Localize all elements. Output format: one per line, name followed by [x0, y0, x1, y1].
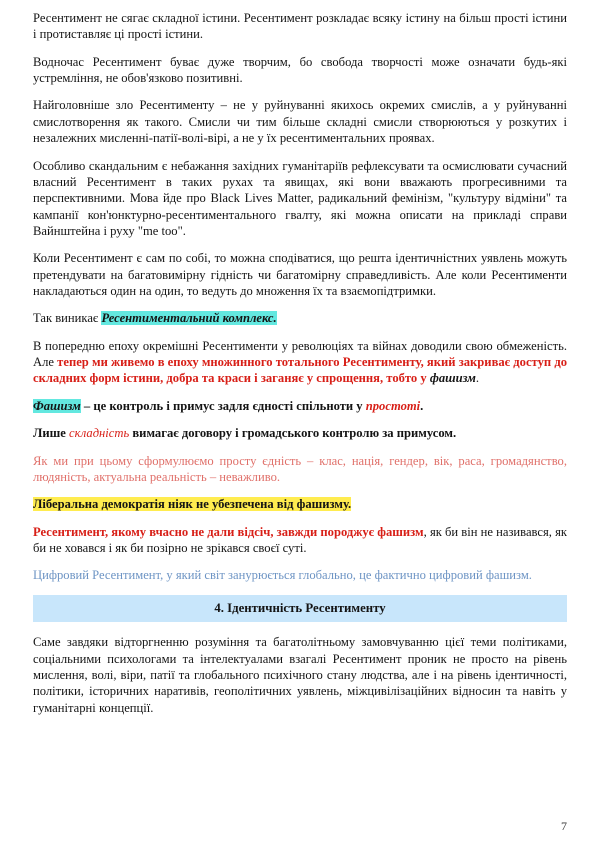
paragraph-2: Водночас Ресентимент буває дуже творчим, бо свобода творчості може означати будь-які устремління, не обов'язково позитивні. — [33, 54, 567, 86]
paragraph-5: Коли Ресентимент є сам по собі, то можна сподіватися, що решта ідентичністних уявлень можуть претендувати на багатовимірну гідність чи багатомірну справедливість. Але коли Ресентименти накладаються один на один, то ведуть до множення їх та взаємопідтримки. — [33, 251, 567, 299]
paragraph-7-lead: В попередню епоху окремішні Ресентименти у революціях та війнах доводили свою обмеженість. Але — [33, 338, 567, 370]
paragraph-9-complexity-term: складність — [69, 426, 130, 441]
paragraph-7-tail: . — [475, 371, 480, 386]
paragraph-4: Особливо скандальним є небажання західних гуманітаріїв рефлексувати та осмислювати сучасний власний Ресентимент в таких рухах та явищах, які вони вважають прогресивними та перспективними. Мова йде про Black Lives Matter, радикальний фемінізм, "культуру відміни" та кампанії кон'юнктурно-ресентиментального гвалту, які можна описати на прикладі справи Вайнштейна і руху "me too". — [33, 158, 567, 238]
section-heading-identity-of-resentment: 4. Ідентичність Ресентименту — [33, 595, 567, 623]
paragraph-7-fascism-term: фашизм — [429, 371, 476, 386]
paragraph-13-digital-resentment: Цифровий Ресентимент, у який світ занурюється глобально, це фактично цифровий фашизм. — [33, 568, 532, 583]
paragraph-6-lead: Так виникає — [33, 311, 102, 326]
highlighted-term-resentment-complex: Ресентиментальний комплекс. — [101, 311, 277, 326]
paragraph-6-resentment-complex — [33, 310, 567, 326]
paragraph-10-simple-unity: Як ми при цьому сформулюємо просту єдність – клас, нація, гендер, вік, раса, громадянство, людяність, актуальна реальність – неважливо. — [33, 453, 567, 484]
paragraph-1: Ресентимент не сягає складної істини. Ресентимент розкладає всяку істину на більш прості істини і протиставляє ці прості істини. — [33, 11, 567, 42]
paragraph-3: Найголовніше зло Ресентименту – не у руйнуванні якихось окремих смислів, а у руйнуванні смислотворення як такого. Смисли чи тим більше складні смисли створюються у розкутих і незалежних мисленні-патії-волі-вірі, а не у їх ресентиментальних проявах. — [33, 98, 567, 146]
highlighted-statement-liberal-democracy: Ліберальна демократія ніяк не убезпечена від фашизму. — [33, 497, 352, 512]
paragraph-7-total-resentment — [33, 338, 567, 387]
paragraph-9-tail: вимагає договору і громадського контролю за примусом. — [129, 426, 457, 441]
paragraph-12-resentment-breeds-fascism — [33, 524, 567, 557]
paragraph-8-fascism-definition — [33, 398, 567, 414]
paragraph-9-complexity — [33, 425, 567, 441]
page-number: 7 — [561, 819, 567, 833]
paragraph-12-tail: , як би він не називався, як би не ховався і як би позірно не зрікався своєї суті. — [33, 524, 568, 555]
paragraph-7-red-emphasis: тепер ми живемо в епоху множинного тотального Ресентименту, який закриває доступ до складних форм істини, добра та краси і заганяє у спрощення, тобто у — [33, 355, 567, 386]
highlighted-term-fascism: Фашизм — [33, 398, 81, 413]
paragraph-9-lead: Лише — [33, 426, 70, 441]
paragraph-11-liberal-democracy — [33, 496, 567, 512]
paragraph-12-red-emphasis: Ресентимент, якому вчасно не дали відсіч, завжди породжує фашизм — [33, 524, 424, 539]
paragraph-8-simplicity-term: простоті — [365, 398, 421, 413]
paragraph-14: Саме завдяки відторгненню розуміння та багатолітньому замовчуванню цієї теми політиками, соціальними психологами та інтелектуалами взагалі Ресентимент проник не просто на рівень мислення, волі, віри, патії та глобального психічного стану людства, але і на рівень ідентичності, політики, історичних наративів, геополітичних уявлень, міжцивілізаційних відносин та навіть у гуманітарні концепції. — [33, 635, 567, 715]
paragraph-8-tail: . — [420, 398, 424, 413]
paragraph-8-middle: – це контроль і примус задля єдності спільноти у — [80, 398, 366, 413]
